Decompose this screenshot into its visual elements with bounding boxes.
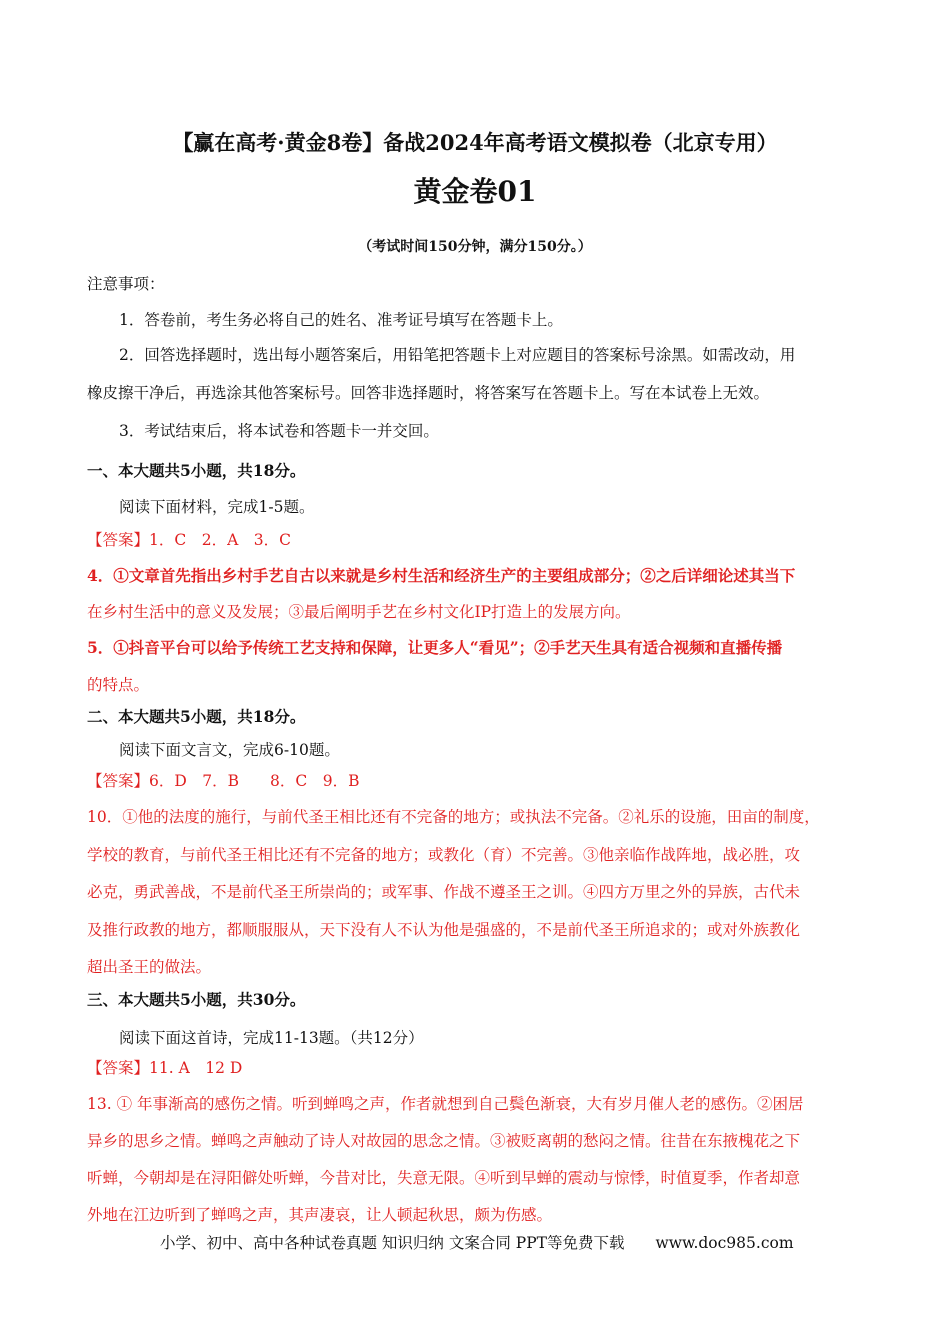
q10-answer-line-4: 及推行政教的地方，都顺服服从，天下没有人不认为他是强盛的，不是前代圣王所追求的；或对外族教化	[87, 921, 801, 939]
exam-info: （考试时间150分钟，满分150分。）	[358, 239, 592, 255]
q10-answer-line-2: 学校的教育，与前代圣王相比还有不完备的地方；或教化（育）不完善。③他亲临作战阵地，战必胜，攻	[87, 846, 801, 864]
notes-item-1: 1．答卷前，考生务必将自己的姓名、准考证号填写在答题卡上。	[119, 311, 563, 329]
notes-item-2-line-2: 橡皮擦干净后，再选涂其他答案标号。回答非选择题时，将答案写在答题卡上。写在本试卷上无效。	[87, 384, 770, 402]
page-footer: 小学、初中、高中各种试卷真题 知识归纳 文案合同 PPT等免费下载 www.doc985.com	[160, 1234, 794, 1252]
q4-answer-line-1: 4．①文章首先指出乡村手艺自古以来就是乡村生活和经济生产的主要组成部分；②之后详细论述其当下	[87, 566, 796, 585]
section-3-instruction: 阅读下面这首诗，完成11-13题。（共12分）	[119, 1029, 424, 1047]
paper-header-title: 【赢在高考·黄金8卷】备战2024年高考语文模拟卷（北京专用）	[172, 130, 778, 155]
q13-answer-line-4: 外地在江边听到了蝉鸣之声，其声凄哀，让人顿起秋思，颇为伤感。	[87, 1206, 553, 1224]
q13-answer-line-1: 13. ① 年事渐高的感伤之情。听到蝉鸣之声，作者就想到自己鬓色渐衰，大有岁月催人老的感伤。②困居	[87, 1095, 804, 1113]
q10-answer-line-3: 必克，勇武善战，不是前代圣王所崇尚的；或军事、作战不遵圣王之训。④四方万里之外的异族，古代未	[87, 883, 801, 901]
q10-answer-line-5: 超出圣王的做法。	[87, 958, 212, 976]
q4-answer-line-2: 在乡村生活中的意义及发展；③最后阐明手艺在乡村文化IP打造上的发展方向。	[87, 603, 631, 621]
section-2-instruction: 阅读下面文言文，完成6-10题。	[119, 741, 340, 759]
q10-answer-line-1: 10．①他的法度的施行，与前代圣王相比还有不完备的地方；或执法不完备。②礼乐的设施，田亩的制度，	[87, 808, 820, 826]
section-1-instruction: 阅读下面材料，完成1-5题。	[119, 498, 315, 516]
notes-heading: 注意事项：	[87, 275, 165, 293]
q13-answer-line-2: 异乡的思乡之情。蝉鸣之声触动了诗人对故园的思念之情。③被贬离朝的愁闷之情。往昔在东掖槐花之下	[87, 1132, 801, 1150]
q5-answer-line-2: 的特点。	[87, 676, 150, 694]
notes-item-3: 3．考试结束后，将本试卷和答题卡一并交回。	[119, 422, 439, 440]
paper-main-title: 黄金卷01	[413, 175, 537, 208]
section-2-heading: 二、本大题共5小题，共18分。	[87, 707, 306, 726]
q5-answer-line-1: 5．①抖音平台可以给予传统工艺支持和保障，让更多人“看见”；②手艺天生具有适合视频和直播传播	[87, 638, 783, 657]
section-3-answer: 【答案】11. A 12 D	[87, 1059, 243, 1077]
section-1-heading: 一、本大题共5小题，共18分。	[87, 461, 306, 480]
section-2-answer: 【答案】6．D 7．B 8．C 9．B	[87, 772, 360, 790]
section-1-answer: 【答案】1．C 2．A 3．C	[87, 531, 291, 549]
q13-answer-line-3: 听蝉，今朝却是在浔阳僻处听蝉，今昔对比，失意无限。④听到早蝉的震动与惊悸，时值夏季，作者却意	[87, 1169, 801, 1187]
notes-item-2-line-1: 2．回答选择题时，选出每小题答案后，用铅笔把答题卡上对应题目的答案标号涂黑。如需改动，用	[119, 346, 796, 364]
section-3-heading: 三、本大题共5小题，共30分。	[87, 990, 306, 1009]
